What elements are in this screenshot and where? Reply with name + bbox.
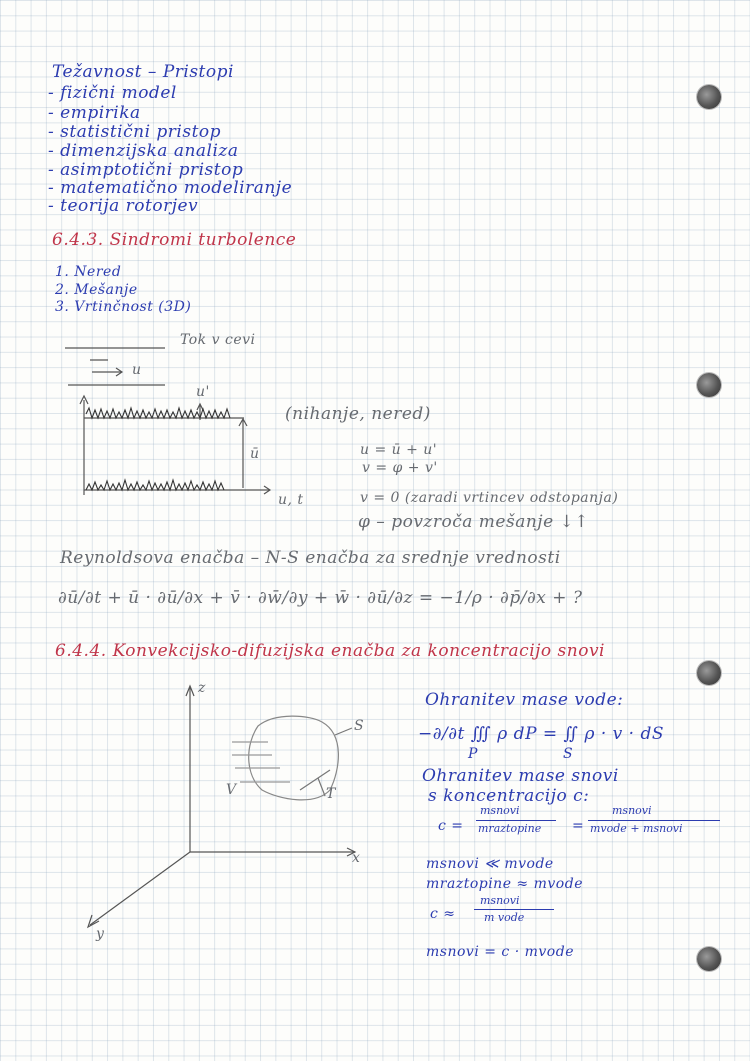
c-den2: mvode + msnovi: [590, 822, 683, 835]
reynolds-title: Reynoldsova enačba – N-S enačba za srednje vrednosti: [60, 548, 561, 568]
fraction-bar: [588, 820, 720, 821]
fraction-bar: [474, 909, 554, 910]
fluctuation-label: u': [196, 384, 210, 400]
surface-label: S: [354, 718, 365, 734]
approach-item: - matematično modeliranje: [48, 178, 293, 198]
approach-item: - asimptotični pristop: [48, 160, 244, 180]
syndrome-item: 1. Nered: [55, 264, 122, 280]
c-approx-den: m vode: [484, 911, 525, 924]
reynolds-equation: ∂ū/∂t + ū · ∂ū/∂x + v̄ · ∂w̄/∂y + w̄ · ∂ū/∂z = −1/ρ · ∂p̄/∂x + ?: [58, 588, 583, 608]
water-title: Ohranitev mase vode:: [425, 690, 624, 710]
c-def-left: c =: [438, 818, 464, 834]
decomposition-eq: u = ū + u': [360, 442, 438, 458]
approaches-heading: Težavnost – Pristopi: [52, 62, 234, 82]
approach-item: - statistični pristop: [48, 122, 222, 142]
fraction-bar: [476, 820, 556, 821]
c-num1: msnovi: [480, 804, 520, 817]
c-eq: =: [572, 818, 585, 834]
mean-velocity-label: ū: [250, 446, 260, 462]
water-sub-s: S: [563, 746, 574, 762]
approach-item: - dimenzijska analiza: [48, 141, 239, 161]
syndrome-item: 2. Mešanje: [55, 282, 138, 298]
approach-item: - empirika: [48, 103, 141, 123]
fluctuation-note: (nihanje, nered): [285, 404, 431, 424]
axis-label: u, t: [278, 492, 304, 508]
axis-x-label: x: [352, 850, 361, 866]
approach-item: - fizični model: [48, 83, 177, 103]
c-approx-num: msnovi: [480, 894, 520, 907]
axis-y-label: y: [96, 926, 105, 942]
approx-1: msnovi ≪ mvode: [426, 856, 554, 872]
decomposition-eq: v = 0 (zaradi vrtincev odstopanja): [360, 490, 619, 506]
substance-subtitle: s koncentracijo c:: [428, 786, 590, 806]
approx-2: mraztopine ≈ mvode: [426, 876, 583, 892]
velocity-label: V: [226, 782, 237, 798]
substance-title: Ohranitev mase snovi: [422, 766, 619, 786]
decomposition-eq: φ – povzroča mešanje ↓↑: [358, 512, 590, 532]
c-den1: mraztopine: [478, 822, 542, 835]
axis-z-label: z: [198, 680, 206, 696]
c-approx-left: c ≈: [430, 906, 456, 922]
final-equation: msnovi = c · mvode: [426, 944, 574, 960]
water-sub-p: P: [468, 746, 478, 762]
syndrome-item: 3. Vrtinčnost (3D): [55, 299, 192, 315]
water-equation: −∂/∂t ∭ ρ dP = ∬ ρ · v · dS: [418, 724, 664, 744]
pipe-arrow-label: u: [132, 362, 142, 378]
c-num2: msnovi: [612, 804, 652, 817]
decomposition-eq: v = φ + v': [362, 460, 438, 476]
volume-label: T: [326, 786, 336, 802]
approach-item: - teorija rotorjev: [48, 196, 199, 216]
pipe-label: Tok v cevi: [180, 332, 256, 348]
section-title-643: 6.4.3. Sindromi turbolence: [52, 230, 297, 250]
section-title-644: 6.4.4. Konvekcijsko-difuzijska enačba za koncentracijo snovi: [55, 641, 605, 661]
